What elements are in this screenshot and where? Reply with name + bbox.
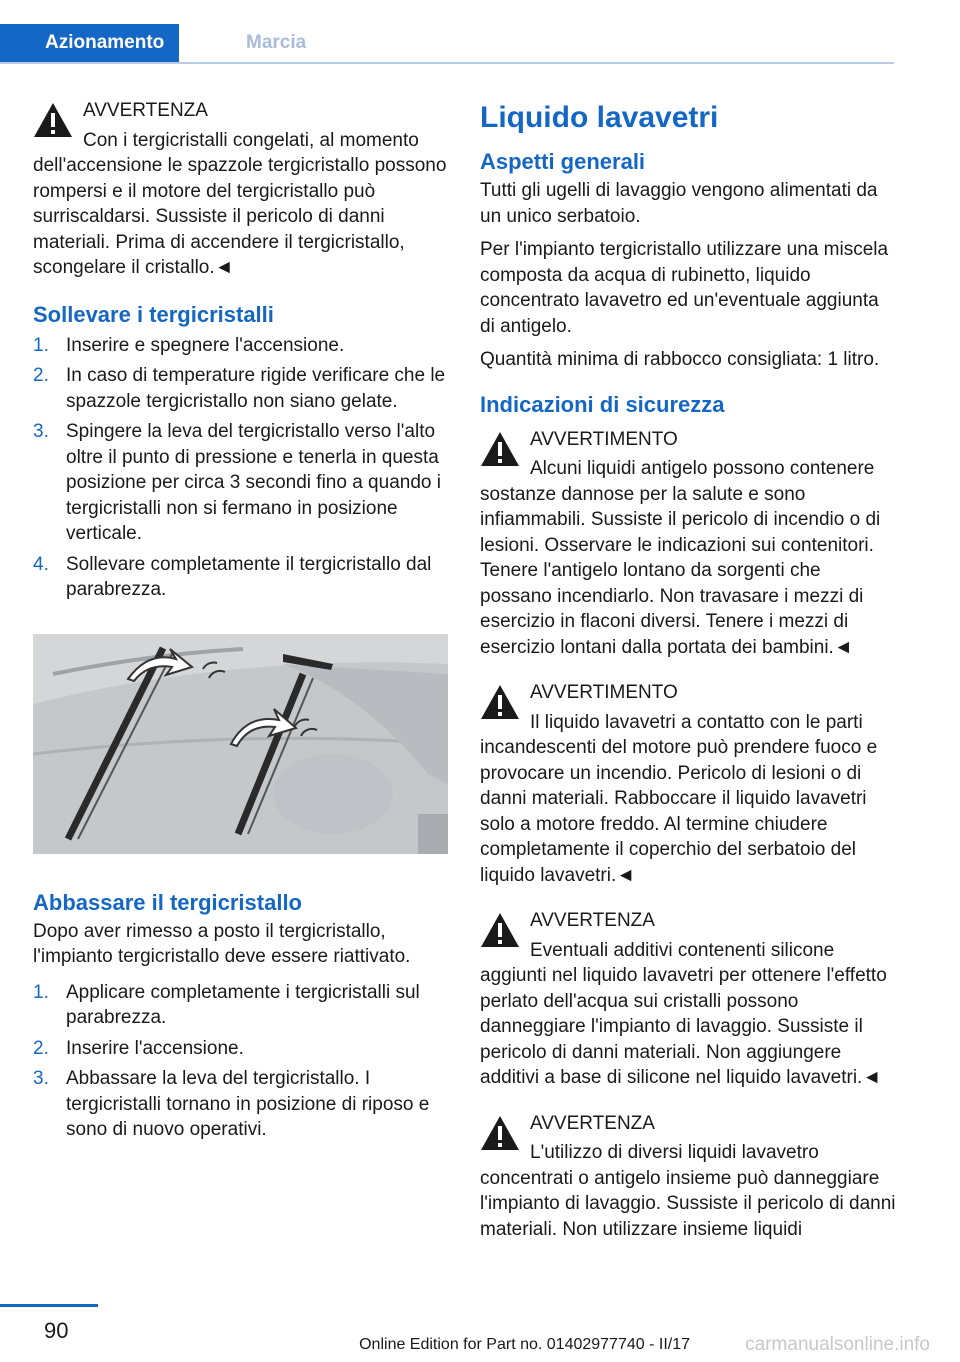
list-item [33,333,448,359]
warning-block [480,908,896,1091]
right-column [480,100,896,1262]
step-text: Inserire l'accensione. [66,1037,244,1059]
edition-line: Online Edition for Part no. 01402977740 - II/17 [359,1336,690,1353]
list-item [33,419,448,547]
warning-heading: AVVERTENZA [83,100,208,121]
step-text: Abbassare la leva del tergicristallo. I tergicristalli tornano in posizione di riposo e sono di nuovo operativi. [66,1068,430,1140]
warning-heading: AVVERTENZA [530,1112,655,1134]
step-number: 2. [33,1037,49,1059]
paragraph: Tutti gli ugelli di lavaggio vengono alimentati da un unico serbatoio. [480,180,878,227]
raise-steps-list [33,333,448,603]
section-title: Sollevare i tergicristalli [33,301,274,327]
warning-text: Alcuni liquidi antigelo possono contenere sostanze dannose per la salute e sono infiammabili. Sussiste il pericolo di incendio o di lesioni. Osservare le indicazioni sui contenitori. Tenere l'antigelo lontano da sorgenti che possano incendiarlo. Non travasare i mezzi di esercizio in flaconi diversi. Tenere i mezzi di esercizio lontani dalla portata dei bambini.◄ [480,458,881,658]
step-number: 2. [33,365,49,386]
step-text: Spingere la leva del tergicristallo verso l'alto oltre il punto di pressione e tenerla in questa posizione per circa 3 secondi fino a quando i tergicristalli non si fermano in posizione verticale. [66,421,441,544]
warning-triangle-icon [480,684,520,720]
warning-heading: AVVERTENZA [530,910,655,931]
lower-steps-list [33,980,448,1143]
section-title: Aspetti generali [480,149,646,174]
step-text: Sollevare completamente il tergicristallo dal parabrezza. [66,553,432,600]
paragraph: Per l'impianto tergicristallo utilizzare una miscela composta da acqua di rubinetto, liquido concentrato lavavetro ed un'eventuale aggiunta di antigelo. [480,239,889,337]
step-text: In caso di temperature rigide verificare che le spazzole tergicristallo non siano gelate. [66,365,446,412]
tab-azionamento[interactable]: Azionamento [0,24,179,62]
warning-heading: AVVERTIMENTO [530,682,678,703]
left-column [33,98,448,1148]
warning-block [33,98,448,281]
step-text: Applicare completamente i tergicristalli sul parabrezza. [66,981,420,1028]
section-title: Abbassare il tergicristallo [33,889,302,915]
list-item [33,1066,448,1143]
chapter-tabs [0,24,894,64]
warning-text: Con i tergicristalli congelati, al momento dell'accensione le spazzole tergicristallo possono rompersi e il motore del tergicristallo può surriscaldarsi. Sussiste il pericolo di danni materiali. Prima di accendere il tergicristallo, scongelare il cristallo.◄ [33,129,447,278]
warning-text: Il liquido lavavetri a contatto con le parti incandescenti del motore può prendere fuoco e provocare un incendio. Pericolo di lesioni o di danni materiali. Rabboccare il liquido lavavetri solo a motore freddo. Al termine chiudere completamente il coperchio del serbatoio del liquido lavavetri.◄ [480,711,878,886]
step-text: Inserire e spegnere l'accensione. [66,334,345,356]
warning-triangle-icon [480,431,520,467]
page-number: 90 [44,1318,69,1343]
warning-block [480,1111,896,1243]
step-number: 3. [33,1068,49,1089]
list-item [33,1036,448,1062]
warning-triangle-icon [33,102,73,138]
warning-block [480,427,896,661]
warning-block [480,680,896,888]
paragraph: Dopo aver rimesso a posto il tergicristallo, l'impianto tergicristallo deve essere riattivato. [33,920,411,967]
wiper-illustration [33,634,448,854]
section-title: Indicazioni di sicurezza [480,391,725,417]
warning-text: Eventuali additivi contenenti silicone aggiunti nel liquido lavavetri per ottenere l'effetto perlato dell'acqua sui cristalli possono danneggiare l'impianto di lavaggio. Sussiste il pericolo di danni materiali. Non aggiungere additivi a base di silicone nel liquido lavavetri.◄ [480,939,887,1088]
warning-text: L'utilizzo di diversi liquidi lavavetro concentrati o antigelo insieme può danneggiare l'impianto di lavaggio. Sussiste il pericolo di danni materiali. Non utilizzare insieme liquidi [480,1142,896,1240]
paragraph: Quantità minima di rabbocco consigliata: 1 litro. [480,349,880,370]
list-item [33,363,448,414]
step-number: 1. [33,334,49,356]
list-item [33,980,448,1031]
tab-marcia[interactable]: Marcia [246,32,307,53]
page-section-title: Liquido lavavetri [480,101,719,134]
warning-heading: AVVERTIMENTO [530,428,678,450]
warning-triangle-icon [480,1115,520,1151]
step-number: 3. [33,421,49,442]
list-item [33,552,448,603]
footer-rule [0,1304,98,1307]
step-number: 4. [33,553,49,575]
step-number: 1. [33,981,49,1003]
watermark: carmanualsonline.info [745,1334,930,1355]
warning-triangle-icon [480,912,520,948]
